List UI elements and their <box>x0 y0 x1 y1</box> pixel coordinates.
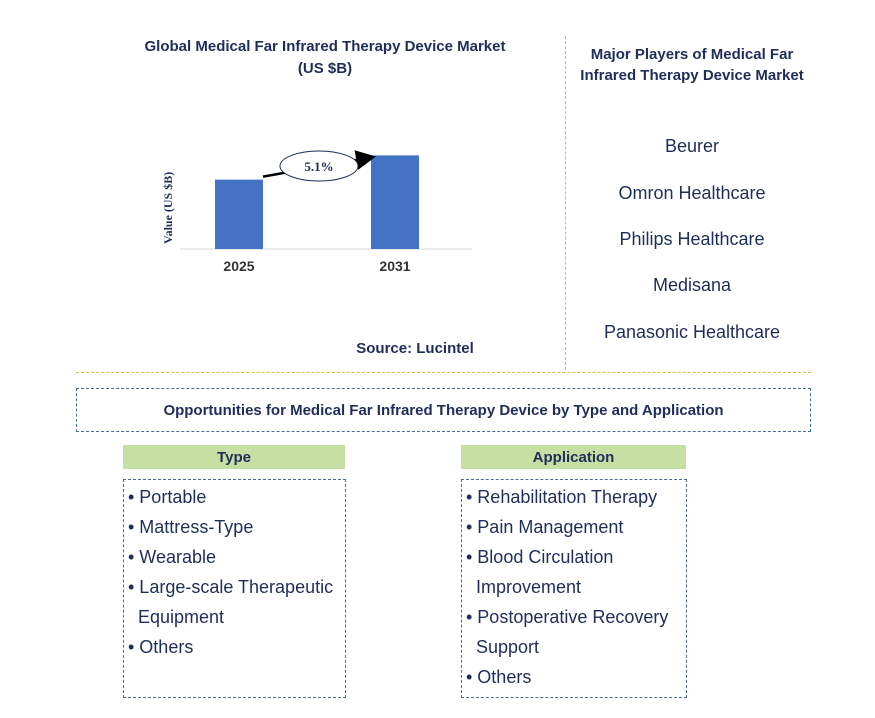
player-beurer: Beurer <box>664 136 720 156</box>
opportunities-banner <box>76 388 811 432</box>
type-item-mattress: • Mattress-Type <box>128 517 254 537</box>
type-list <box>123 479 346 698</box>
y-axis-label: Value (US $B) <box>161 171 175 244</box>
bar-2025 <box>215 180 263 249</box>
chart-title: Global Medical Far Infrared Therapy Device Market (US $B) <box>144 38 506 77</box>
application-header: Application <box>461 445 686 469</box>
player-omron: Omron Healthcare <box>618 183 766 203</box>
app-item-pain: • Pain Management <box>466 517 624 537</box>
app-item-others: • Others <box>466 667 532 687</box>
type-item-large-scale-cont: Equipment <box>138 607 225 627</box>
players-title: Major Players of Medical Far Infrared Therapy Device Market <box>580 46 804 84</box>
player-philips: Philips Healthcare <box>619 229 765 249</box>
x-tick-2025: 2025 <box>223 258 255 274</box>
application-list <box>461 479 687 698</box>
player-medisana: Medisana <box>652 275 732 295</box>
x-tick-2031: 2031 <box>379 258 411 274</box>
horizontal-divider <box>76 372 811 373</box>
bar-2031 <box>371 155 419 249</box>
type-item-wearable: • Wearable <box>128 547 217 567</box>
app-item-blood: • Blood Circulation <box>466 547 614 567</box>
opportunities-title: Opportunities for Medical Far Infrared Therapy Device by Type and Application <box>163 401 724 419</box>
app-item-rehabilitation: • Rehabilitation Therapy <box>466 487 658 507</box>
app-item-postoperative-cont: Support <box>476 637 540 657</box>
cagr-label: 5.1% <box>304 159 334 175</box>
player-panasonic: Panasonic Healthcare <box>603 322 781 342</box>
type-item-others: • Others <box>128 637 194 657</box>
type-item-portable: • Portable <box>128 487 207 507</box>
source-label: Source: Lucintel <box>356 340 474 357</box>
type-header: Type <box>123 445 345 469</box>
app-item-postoperative: • Postoperative Recovery <box>466 607 669 627</box>
type-item-large-scale: • Large-scale Therapeutic <box>128 577 334 597</box>
bar-chart <box>150 140 480 285</box>
app-item-blood-cont: Improvement <box>476 577 582 597</box>
vertical-divider <box>565 36 566 370</box>
